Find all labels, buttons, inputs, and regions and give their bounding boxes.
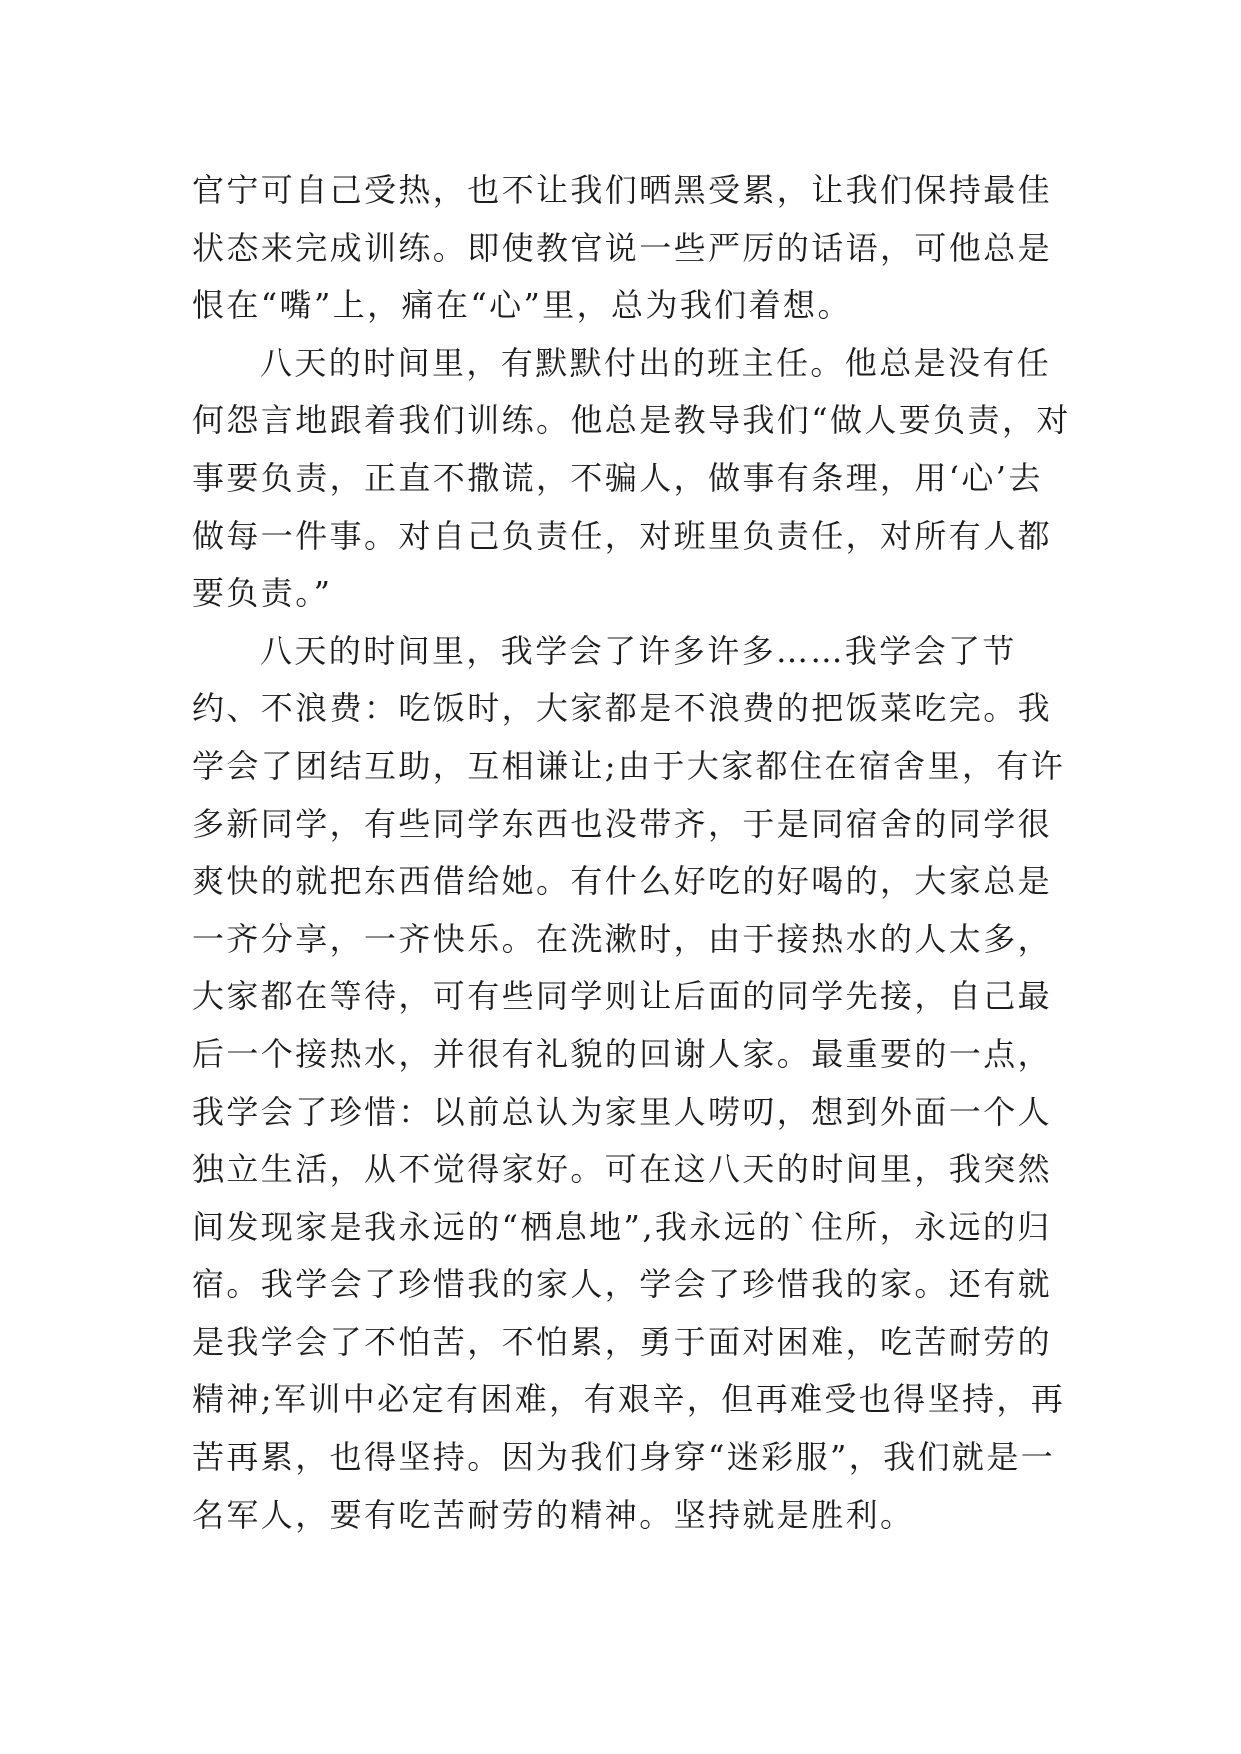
document-body — [192, 162, 1072, 1544]
paragraph-class-teacher: 八天的时间里，有默默付出的班主任。他总是没有任何怨言地跟着我们训练。他总是教导我们“做人要负责，对事要负责，正直不撒谎，不骗人，做事有条理，用‘心’去做每一件事。对自己负责任，对班里负责任，对所有人都要负责。” — [192, 343, 1071, 613]
paragraph-lessons-learned: 八天的时间里，我学会了许多许多……我学会了节约、不浪费：吃饭时，大家都是不浪费的把饭菜吃完。我学会了团结互助，互相谦让;由于大家都住在宿舍里，有许多新同学，有些同学东西也没带齐，于是同宿舍的同学很爽快的就把东西借给她。有什么好吃的好喝的，大家总是一齐分享，一齐快乐。在洗漱时，由于接热水的人太多，大家都在等待，可有些同学则让后面的同学先接，自己最后一个接热水，并很有礼貌的回谢人家。最重要的一点，我学会了珍惜：以前总认为家里人唠叨，想到外面一个人独立生活，从不觉得家好。可在这八天的时间里，我突然间发现家是我永远的“栖息地”,我永远的`住所，永远的归宿。我学会了珍惜我的家人，学会了珍惜我的家。还有就是我学会了不怕苦，不怕累，勇于面对困难，吃苦耐劳的精神;军训中必定有困难，有艰辛，但再难受也得坚持，再苦再累，也得坚持。因为我们身穿“迷彩服”，我们就是一名军人，要有吃苦耐劳的精神。坚持就是胜利。 — [192, 631, 1066, 1534]
paragraph-continuation: 官宁可自己受热，也不让我们晒黑受累，让我们保持最佳状态来完成训练。即使教官说一些严厉的话语，可他总是恨在“嘴”上，痛在“心”里，总为我们着想。 — [192, 171, 1053, 325]
